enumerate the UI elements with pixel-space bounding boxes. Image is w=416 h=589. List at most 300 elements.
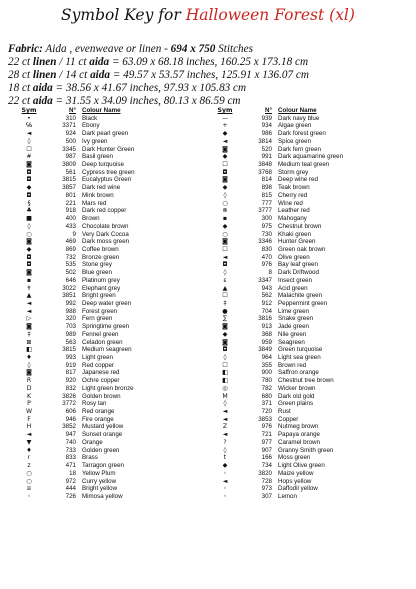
colour-name: Hops yellow — [278, 477, 312, 485]
thread-row — [14, 354, 190, 362]
thread-row — [210, 246, 386, 254]
dmc-number: 780 — [261, 377, 272, 385]
dmc-number: 934 — [261, 122, 272, 130]
symbol-icon: ◄ — [26, 299, 32, 307]
dmc-number: 3815 — [62, 176, 76, 184]
dmc-number: 3848 — [258, 161, 272, 169]
symbol-icon: ◄ — [222, 253, 228, 261]
thread-row — [210, 285, 386, 293]
thread-row — [14, 454, 190, 462]
colour-name: Chocolate brown — [82, 222, 129, 230]
dmc-number: 976 — [261, 423, 272, 431]
colour-name: Bay leaf green — [278, 261, 318, 269]
thread-row — [14, 315, 190, 323]
colour-name: Ivy green — [82, 137, 108, 145]
thread-row — [210, 192, 386, 200]
dmc-number: 355 — [261, 361, 272, 369]
colour-name: Brown red — [278, 361, 307, 369]
dmc-number: 833 — [65, 454, 76, 462]
thread-row — [210, 231, 386, 239]
colour-name: Dark navy blue — [278, 114, 320, 122]
colour-name: Medium seagreen — [82, 346, 132, 354]
dmc-number: 3815 — [62, 346, 76, 354]
size-line-4: 22 ct aida = 31.55 x 34.09 inches, 80.13 x 86.59 cm — [8, 95, 241, 107]
symbol-icon: ◆ — [222, 184, 228, 192]
dmc-number: 817 — [65, 369, 76, 377]
thread-row — [210, 115, 386, 123]
thread-row — [210, 454, 386, 462]
colour-name: Jade green — [278, 323, 309, 331]
thread-row — [210, 385, 386, 393]
dmc-number: 976 — [261, 261, 272, 269]
dmc-number: 433 — [65, 222, 76, 230]
colour-name: Forest green — [82, 307, 118, 315]
colour-name: Daffodil yellow — [278, 485, 318, 493]
colour-name: Teak brown — [278, 184, 310, 192]
thread-row — [210, 176, 386, 184]
thread-row — [14, 439, 190, 447]
symbol-icon: ◄ — [222, 408, 228, 416]
dmc-number: 444 — [65, 485, 76, 493]
thread-row — [14, 130, 190, 138]
symbol-icon: ✝ — [26, 284, 32, 292]
dmc-number: 720 — [261, 408, 272, 416]
colour-name: Moss green — [278, 454, 311, 462]
colour-name: Nile green — [278, 330, 307, 338]
dmc-number: 646 — [65, 276, 76, 284]
symbol-icon: M — [222, 392, 228, 400]
dmc-number: 3777 — [258, 207, 272, 215]
colour-name: Dark Driftwood — [278, 269, 319, 277]
dmc-number: 471 — [65, 462, 76, 470]
colour-name: Dark aquamarine green — [278, 153, 344, 161]
symbol-icon: ◊ — [27, 361, 31, 369]
thread-row — [210, 261, 386, 269]
colour-name: Ebony — [82, 122, 100, 130]
colour-name: Brown — [82, 215, 100, 223]
thread-row — [14, 122, 190, 130]
colour-name: Brass — [82, 454, 98, 462]
colour-name: Medium teal green — [278, 161, 330, 169]
fabric-line: Fabric: Aida , evenweave or linen - 694 x 750 Stitches — [8, 43, 253, 55]
colour-name: Dark fern green — [278, 145, 321, 153]
dmc-number: 830 — [261, 245, 272, 253]
symbol-icon: ⊗ — [222, 207, 228, 215]
symbol-icon: ◘ — [26, 176, 32, 184]
symbol-icon: ♣ — [26, 207, 32, 215]
symbol-icon: ○ — [222, 230, 228, 238]
symbol-icon: ◘ — [26, 191, 32, 199]
dmc-number: 939 — [261, 114, 272, 122]
thread-row — [210, 478, 386, 486]
thread-row — [14, 447, 190, 455]
dmc-number: 988 — [65, 307, 76, 315]
colour-name: Olive green — [278, 253, 310, 261]
symbol-icon: D — [26, 384, 32, 392]
pattern-name: Halloween Forest (xl) — [185, 6, 355, 24]
dmc-number: 943 — [261, 284, 272, 292]
symbol-icon: ◙ — [25, 238, 32, 246]
thread-row — [14, 115, 190, 123]
thread-row — [210, 161, 386, 169]
dmc-number: 726 — [65, 492, 76, 500]
thread-row — [14, 400, 190, 408]
thread-row — [210, 377, 386, 385]
symbol-icon: ‡ — [27, 330, 31, 338]
colour-name: Peppermint green — [278, 299, 328, 307]
symbol-icon: ▪ — [26, 276, 32, 284]
thread-row — [210, 462, 386, 470]
colour-name: Deep water green — [82, 299, 132, 307]
symbol-icon: ☐ — [26, 145, 32, 153]
thread-list-left — [14, 107, 190, 501]
thread-row — [210, 308, 386, 316]
colour-name: Khaki green — [278, 230, 312, 238]
symbol-icon: # — [26, 153, 32, 161]
title-prefix: Symbol Key for — [61, 6, 181, 24]
dmc-number: 975 — [261, 222, 272, 230]
thread-row — [210, 439, 386, 447]
thread-row — [14, 377, 190, 385]
thread-row — [210, 362, 386, 370]
colour-name: Wine red — [278, 199, 303, 207]
thread-row — [210, 146, 386, 154]
symbol-icon: t — [223, 454, 227, 462]
symbol-icon: ▲ — [26, 292, 32, 300]
colour-name: Hunter Green — [278, 238, 316, 246]
symbol-icon: W — [25, 408, 33, 416]
symbol-icon: ◄ — [222, 431, 228, 439]
colour-name: Leather red — [278, 207, 310, 215]
colour-name: Chestnut tree brown — [278, 377, 334, 385]
symbol-icon: ▼ — [26, 438, 32, 446]
colour-name: Seagreen — [278, 338, 305, 346]
colour-name: Mars red — [82, 199, 107, 207]
dmc-number: 898 — [261, 184, 272, 192]
dmc-number: 972 — [65, 477, 76, 485]
dmc-number: 3826 — [62, 392, 76, 400]
symbol-icon: ◙ — [221, 176, 228, 184]
colour-name: Snake green — [278, 315, 314, 323]
dmc-number: 986 — [261, 130, 272, 138]
colour-name: Papaya orange — [278, 431, 320, 439]
thread-row — [210, 184, 386, 192]
symbol-icon: ♦ — [26, 354, 32, 361]
symbol-icon: ◙ — [25, 369, 32, 377]
thread-row — [14, 153, 190, 161]
colour-name: Japanese red — [82, 369, 120, 377]
dmc-number: 3816 — [258, 315, 272, 323]
thread-row — [14, 408, 190, 416]
colour-name: Stone grey — [82, 261, 112, 269]
symbol-icon: ◄ — [26, 307, 32, 315]
colour-name: Golden green — [82, 446, 120, 454]
colour-name: Bright green — [82, 292, 116, 300]
thread-row — [210, 215, 386, 223]
size-line-3: 18 ct aida = 38.56 x 41.67 inches, 97.93 x 105.83 cm — [8, 82, 247, 94]
dmc-number: 782 — [261, 384, 272, 392]
symbol-icon: ○ — [26, 230, 32, 238]
colour-name: Light green bronze — [82, 384, 134, 392]
colour-name: Sunset orange — [82, 431, 123, 439]
dmc-number: 815 — [261, 191, 272, 199]
thread-row — [210, 400, 386, 408]
symbol-icon: § — [27, 199, 31, 207]
symbol-icon: r — [27, 454, 31, 462]
dmc-number: 734 — [261, 462, 272, 470]
colour-name: Golden brown — [82, 392, 121, 400]
dmc-number: 977 — [261, 438, 272, 446]
dmc-number: 814 — [261, 176, 272, 184]
symbol-icon: ▪ — [222, 215, 228, 223]
thread-row — [14, 238, 190, 246]
colour-name: Storm grey — [278, 168, 309, 176]
thread-row — [210, 277, 386, 285]
thread-row — [210, 416, 386, 424]
thread-row — [210, 153, 386, 161]
dmc-number: 946 — [65, 415, 76, 423]
thread-row — [14, 385, 190, 393]
symbol-icon: ℅ — [25, 122, 33, 130]
dmc-number: 520 — [261, 145, 272, 153]
thread-row — [210, 331, 386, 339]
colour-name: Curry yellow — [82, 477, 117, 485]
dmc-number: 987 — [65, 153, 76, 161]
symbol-icon: ◘ — [26, 168, 32, 176]
symbol-icon: ≡ — [26, 485, 32, 493]
page-title — [0, 6, 416, 24]
thread-row — [14, 423, 190, 431]
dmc-number: 400 — [65, 215, 76, 223]
dmc-number: 832 — [65, 384, 76, 392]
colour-name: Lemon — [278, 492, 297, 500]
symbol-icon: ◄ — [26, 130, 32, 138]
dmc-number: 3345 — [62, 145, 76, 153]
symbol-icon: ○ — [222, 199, 228, 207]
colour-name: Dark pearl green — [82, 130, 129, 138]
dmc-number: 777 — [261, 199, 272, 207]
colour-name: Cypress tree green — [82, 168, 135, 176]
colour-name: Dark Hunter Green — [82, 145, 135, 153]
colour-name: Light green — [82, 354, 113, 361]
symbol-icon: ‡ — [223, 299, 227, 307]
symbol-icon: ◆ — [222, 130, 228, 138]
dmc-number: 869 — [65, 245, 76, 253]
symbol-icon: ☐ — [222, 161, 228, 169]
symbol-icon: ◊ — [27, 222, 31, 230]
thread-row — [14, 331, 190, 339]
symbol-icon: ◘ — [222, 168, 228, 176]
thread-row — [210, 122, 386, 130]
thread-row — [14, 254, 190, 262]
colour-name: Celadon green — [82, 338, 123, 346]
colour-name: Caramel brown — [278, 438, 320, 446]
symbol-icon: ♦ — [26, 446, 32, 454]
dmc-number: 989 — [65, 330, 76, 338]
symbol-icon: ◙ — [221, 323, 228, 331]
dmc-number: 3852 — [62, 423, 76, 431]
dmc-number: 18 — [69, 469, 76, 477]
symbol-icon: ε — [223, 276, 227, 284]
colour-name: Acid green — [278, 284, 308, 292]
dmc-number: 368 — [261, 330, 272, 338]
dmc-number: 992 — [65, 299, 76, 307]
symbol-icon: ◊ — [223, 446, 227, 454]
symbol-icon: ◄ — [222, 415, 228, 423]
symbol-icon: ◘ — [222, 346, 228, 354]
dmc-number: 221 — [65, 199, 76, 207]
symbol-icon: K — [26, 392, 32, 400]
size-line-1: 22 ct linen / 11 ct aida = 63.09 x 68.18 inches, 160.25 x 173.18 cm — [8, 56, 309, 68]
dmc-number: 3849 — [258, 346, 272, 354]
dmc-number: 9 — [72, 230, 76, 238]
thread-row — [210, 292, 386, 300]
dmc-number: 310 — [65, 114, 76, 122]
dmc-number: 470 — [261, 253, 272, 261]
colour-name: Maize yellow — [278, 469, 314, 477]
symbol-icon: ◦ — [223, 469, 227, 477]
symbol-icon: ◘ — [222, 261, 228, 269]
symbol-icon: ■ — [26, 215, 32, 223]
thread-row — [14, 200, 190, 208]
symbol-icon: ◊ — [223, 269, 227, 277]
colour-name: Chestnut brown — [278, 222, 322, 230]
dmc-number: 993 — [65, 354, 76, 361]
symbol-icon: ◆ — [26, 245, 32, 253]
dmc-number: 500 — [65, 137, 76, 145]
thread-row — [14, 285, 190, 293]
thread-row — [14, 246, 190, 254]
dmc-number: 3371 — [62, 122, 76, 130]
dmc-number: 469 — [65, 238, 76, 246]
thread-row — [210, 408, 386, 416]
colour-name: Fennel green — [82, 330, 119, 338]
colour-name: Bright yellow — [82, 485, 118, 493]
symbol-icon: ▲ — [222, 284, 228, 292]
dmc-number: 740 — [65, 438, 76, 446]
header-sym: Sym — [217, 107, 233, 114]
symbol-icon: ☐ — [222, 245, 228, 253]
colour-name: Blue green — [82, 269, 112, 277]
colour-name: Orange — [82, 438, 103, 446]
symbol-icon: ◎ — [222, 384, 228, 392]
thread-row — [210, 423, 386, 431]
header-name: Colour Name — [278, 107, 317, 114]
thread-row — [210, 207, 386, 215]
thread-list-right — [210, 107, 386, 501]
header-sym: Sym — [21, 107, 37, 114]
thread-row — [14, 192, 190, 200]
symbol-icon: ◦ — [223, 492, 227, 500]
dmc-number: 918 — [65, 207, 76, 215]
colour-name: Rosy tan — [82, 400, 107, 408]
thread-row — [210, 200, 386, 208]
colour-name: Deep wine red — [278, 176, 318, 184]
thread-row — [210, 223, 386, 231]
symbol-icon: ● — [222, 307, 228, 315]
colour-name: Basil green — [82, 153, 113, 161]
dmc-number: 703 — [65, 323, 76, 331]
symbol-icon: ◊ — [223, 354, 227, 361]
thread-row — [14, 346, 190, 354]
colour-name: Lime green — [278, 307, 309, 315]
colour-name: Deep turquoise — [82, 161, 124, 169]
thread-row — [210, 254, 386, 262]
colour-name: Saffron orange — [278, 369, 319, 377]
dmc-number: 166 — [261, 454, 272, 462]
dmc-number: 912 — [261, 299, 272, 307]
thread-row — [210, 339, 386, 347]
symbol-icon: ◙ — [221, 338, 228, 346]
symbol-icon: ? — [223, 438, 227, 446]
thread-row — [14, 277, 190, 285]
colour-name: Insect green — [278, 276, 313, 284]
colour-name: Dark forest green — [278, 130, 326, 138]
colour-name: Dark old gold — [278, 392, 315, 400]
colour-name: Cherry red — [278, 191, 308, 199]
symbol-icon: ◧ — [222, 377, 228, 385]
colour-name: Mink brown — [82, 191, 114, 199]
thread-row — [14, 169, 190, 177]
dmc-number: 732 — [65, 253, 76, 261]
symbol-icon: Z — [222, 423, 228, 431]
thread-row — [14, 362, 190, 370]
colour-name: Light Olive green — [278, 462, 325, 470]
thread-row — [210, 493, 386, 501]
dmc-number: 502 — [65, 269, 76, 277]
colour-name: Bronze green — [82, 253, 120, 261]
dmc-number: 728 — [261, 477, 272, 485]
colour-name: Mustard yellow — [82, 423, 124, 431]
dmc-number: 3772 — [62, 400, 76, 408]
dmc-number: 730 — [261, 230, 272, 238]
thread-row — [14, 478, 190, 486]
dmc-number: 535 — [65, 261, 76, 269]
thread-row — [210, 447, 386, 455]
dmc-number: 3347 — [258, 276, 272, 284]
header-num: N° — [69, 107, 76, 114]
symbol-icon: H — [26, 423, 32, 431]
symbol-icon: ◙ — [221, 145, 228, 153]
thread-row — [210, 431, 386, 439]
colour-name: Ochre copper — [82, 377, 120, 385]
dmc-number: 320 — [65, 315, 76, 323]
symbol-icon: ◙ — [221, 238, 228, 246]
dmc-number: 3022 — [62, 284, 76, 292]
dmc-number: 8 — [268, 269, 272, 277]
colour-name: Granny Smith green — [278, 446, 334, 454]
dmc-number: 300 — [261, 215, 272, 223]
thread-row — [14, 138, 190, 146]
dmc-number: 561 — [65, 168, 76, 176]
thread-row — [14, 416, 190, 424]
colour-name: Fire orange — [82, 415, 114, 423]
thread-row — [14, 161, 190, 169]
dmc-number: 562 — [261, 292, 272, 300]
thread-row — [14, 393, 190, 401]
symbol-icon: ◆ — [222, 462, 228, 470]
header-num: N° — [265, 107, 272, 114]
thread-row — [14, 292, 190, 300]
colour-name: Elephant grey — [82, 284, 121, 292]
symbol-icon: ◆ — [222, 222, 228, 230]
symbol-icon: ◄ — [222, 137, 228, 145]
thread-row — [210, 138, 386, 146]
colour-name: Light sea green — [278, 354, 321, 361]
colour-name: Dark red wine — [82, 184, 121, 192]
dmc-number: 947 — [65, 431, 76, 439]
symbol-icon: ☐ — [222, 292, 228, 300]
